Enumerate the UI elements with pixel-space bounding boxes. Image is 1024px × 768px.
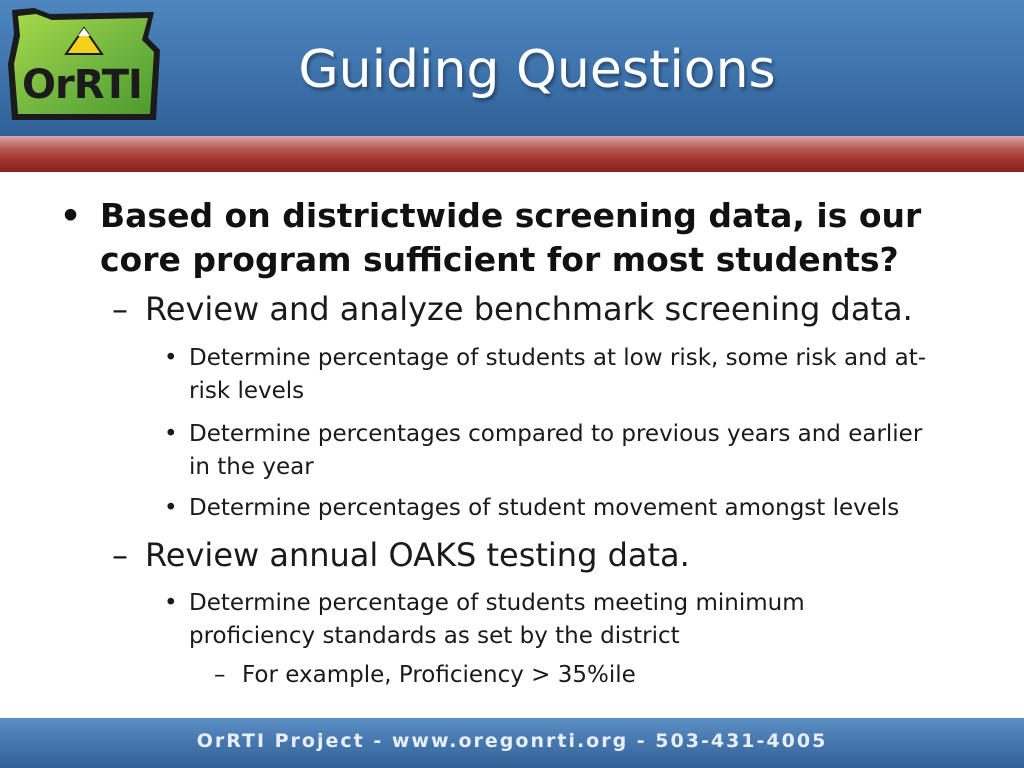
dash-icon: – <box>214 662 226 688</box>
question-bullet <box>60 194 960 282</box>
item-benchmark-screening <box>112 290 992 328</box>
bullet-icon: • <box>164 345 178 371</box>
question-text: Based on districtwide screening data, is our core program sufficient for most students? <box>100 196 922 279</box>
item-text: Review annual OAKS testing data. <box>145 536 690 574</box>
subitem-text: Determine percentages compared to previous years and earlier in the year <box>189 421 923 480</box>
subitem-risk-levels <box>164 342 964 408</box>
example-text: For example, Proficiency > 35%ile <box>242 662 636 688</box>
slide-body <box>0 172 1024 718</box>
subitem-text: Determine percentage of students meeting minimum proficiency standards as set by the district <box>189 590 805 649</box>
example-proficiency <box>214 662 914 688</box>
subitem-student-movement <box>164 492 1014 525</box>
footer-text: OrRTI Project - www.oregonrti.org - 503-431-4005 <box>196 730 828 752</box>
item-oaks-testing <box>112 536 992 574</box>
dash-icon: – <box>112 536 128 574</box>
dash-icon: – <box>112 290 128 328</box>
subitem-proficiency-standards <box>164 587 904 653</box>
orrti-logo <box>4 4 164 124</box>
subitem-text: Determine percentages of student movement amongst levels <box>189 495 900 521</box>
bullet-icon: • <box>164 590 178 616</box>
slide-footer <box>0 718 1024 768</box>
bullet-icon: • <box>60 196 82 235</box>
bullet-icon: • <box>164 495 178 521</box>
bullet-icon: • <box>164 421 178 447</box>
header-accent-band <box>0 136 1024 172</box>
item-text: Review and analyze benchmark screening data. <box>145 290 913 328</box>
logo-text: OrRTI <box>22 62 142 108</box>
slide-title: Guiding Questions <box>298 40 776 100</box>
subitem-previous-years <box>164 418 924 484</box>
subitem-text: Determine percentage of students at low risk, some risk and at-risk levels <box>189 345 927 404</box>
